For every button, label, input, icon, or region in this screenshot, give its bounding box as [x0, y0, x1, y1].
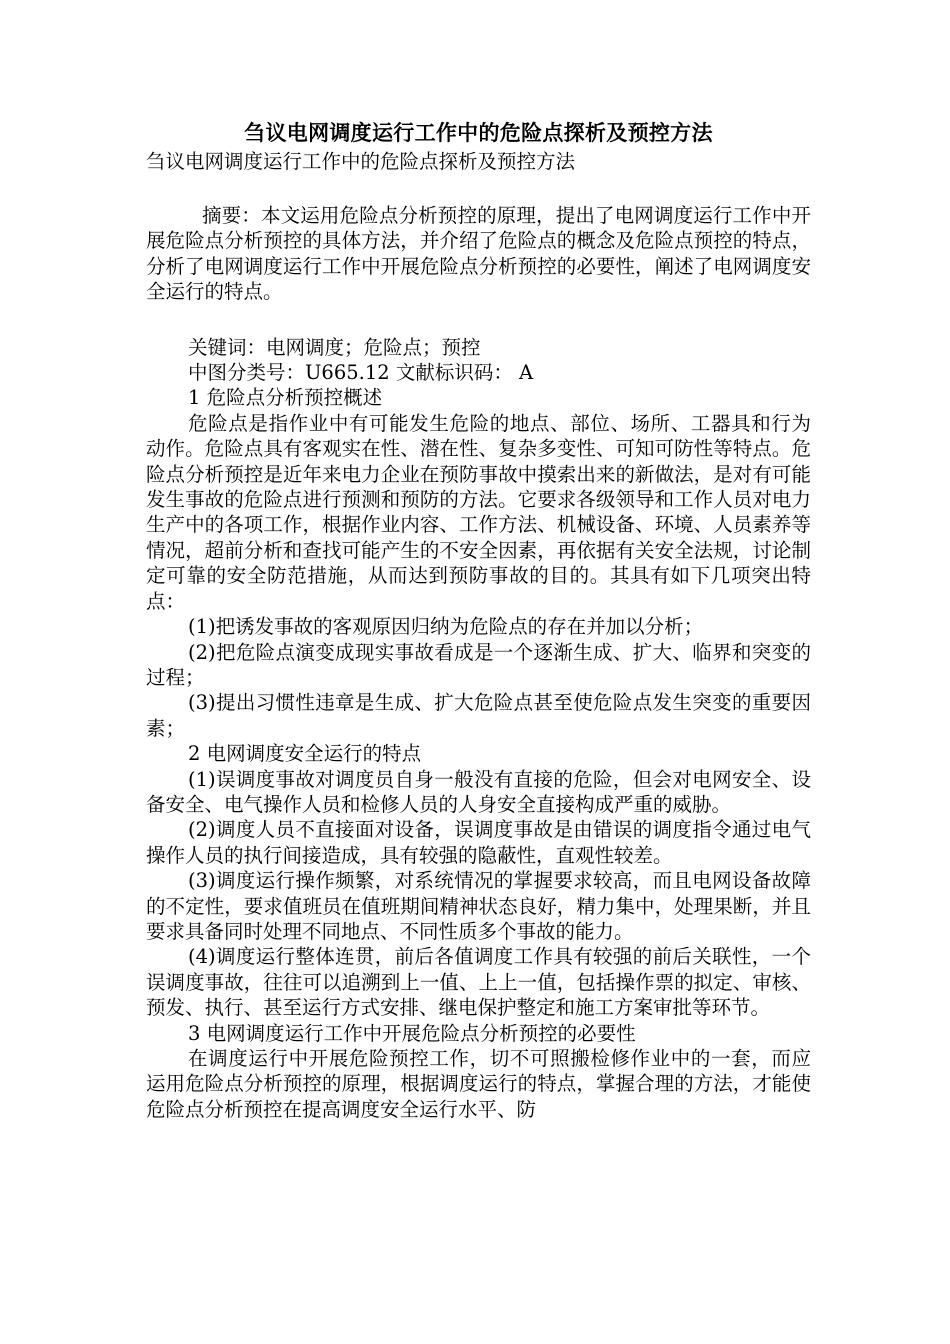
keywords-line: 关键词：电网调度；危险点；预控 — [188, 335, 481, 359]
list-item: (3)提出习惯性违章是生成、扩大危险点甚至使危险点发生突变的重要因素； — [146, 691, 811, 740]
list-item: (2)调度人员不直接面对设备，误调度事故是由错误的调度指令通过电气操作人员的执行间接造成，具有较强的隐蔽性，直观性较差。 — [146, 818, 811, 867]
document-subtitle: 刍议电网调度运行工作中的危险点探析及预控方法 — [146, 150, 576, 173]
list-item: (4)调度运行整体连贯，前后各值调度工作具有较强的前后关联性，一个误调度事故，往往可以追溯到上一值、上上一值，包括操作票的拟定、审核、预发、执行、甚至运行方式安排、继电保护整定和施工方案审批等环节。 — [146, 945, 811, 1020]
abstract-paragraph: 摘要：本文运用危险点分析预控的原理，提出了电网调度运行工作中开展危险点分析预控的具体方法，并介绍了危险点的概念及危险点预控的特点，分析了电网调度运行工作中开展危险点分析预控的必要性，阐述了电网调度安全运行的特点。 — [146, 204, 811, 304]
list-item: (1)把诱发事故的客观原因归纳为危险点的存在并加以分析； — [188, 615, 704, 639]
classification-line: 中图分类号：U665.12 文献标识码： A — [188, 361, 534, 385]
document-page — [146, 118, 811, 1122]
section-heading-3: 3 电网调度运行工作中开展危险点分析预控的必要性 — [188, 1021, 636, 1045]
section-heading-2: 2 电网调度安全运行的特点 — [188, 742, 422, 766]
body-paragraph: 危险点是指作业中有可能发生危险的地点、部位、场所、工器具和行为动作。危险点具有客观实在性、潜在性、复杂多变性、可知可防性等特点。危险点分析预控是近年来电力企业在预防事故中摸索出来的新做法，是对有可能发生事故的危险点进行预测和预防的方法。它要求各级领导和工作人员对电力生产中的各项工作，根据作业内容、工作方法、机械设备、环境、人员素养等情况，超前分析和查找可能产生的不安全因素，再依据有关安全法规，讨论制定可靠的安全防范措施，从而达到预防事故的目的。其具有如下几项突出特点： — [146, 411, 811, 613]
list-item: (3)调度运行操作频繁，对系统情况的掌握要求较高，而且电网设备故障的不定性，要求值班员在值班期间精神状态良好，精力集中，处理果断，并且要求具备同时处理不同地点、不同性质多个事故的能力。 — [146, 869, 811, 943]
section-heading-1: 1 危险点分析预控概述 — [188, 386, 383, 410]
list-item: (2)把危险点演变成现实事故看成是一个逐渐生成、扩大、临界和突变的过程； — [146, 640, 811, 689]
body-paragraph: 在调度运行中开展危险预控工作，切不可照搬检修作业中的一套，而应运用危险点分析预控的原理，根据调度运行的特点，掌握合理的方法，才能使危险点分析预控在提高调度安全运行水平、防 — [146, 1047, 811, 1121]
list-item: (1)误调度事故对调度员自身一般没有直接的危险，但会对电网安全、设备安全、电气操作人员和检修人员的人身安全直接构成严重的威胁。 — [146, 767, 811, 816]
document-title: 刍议电网调度运行工作中的危险点探析及预控方法 — [244, 121, 713, 145]
